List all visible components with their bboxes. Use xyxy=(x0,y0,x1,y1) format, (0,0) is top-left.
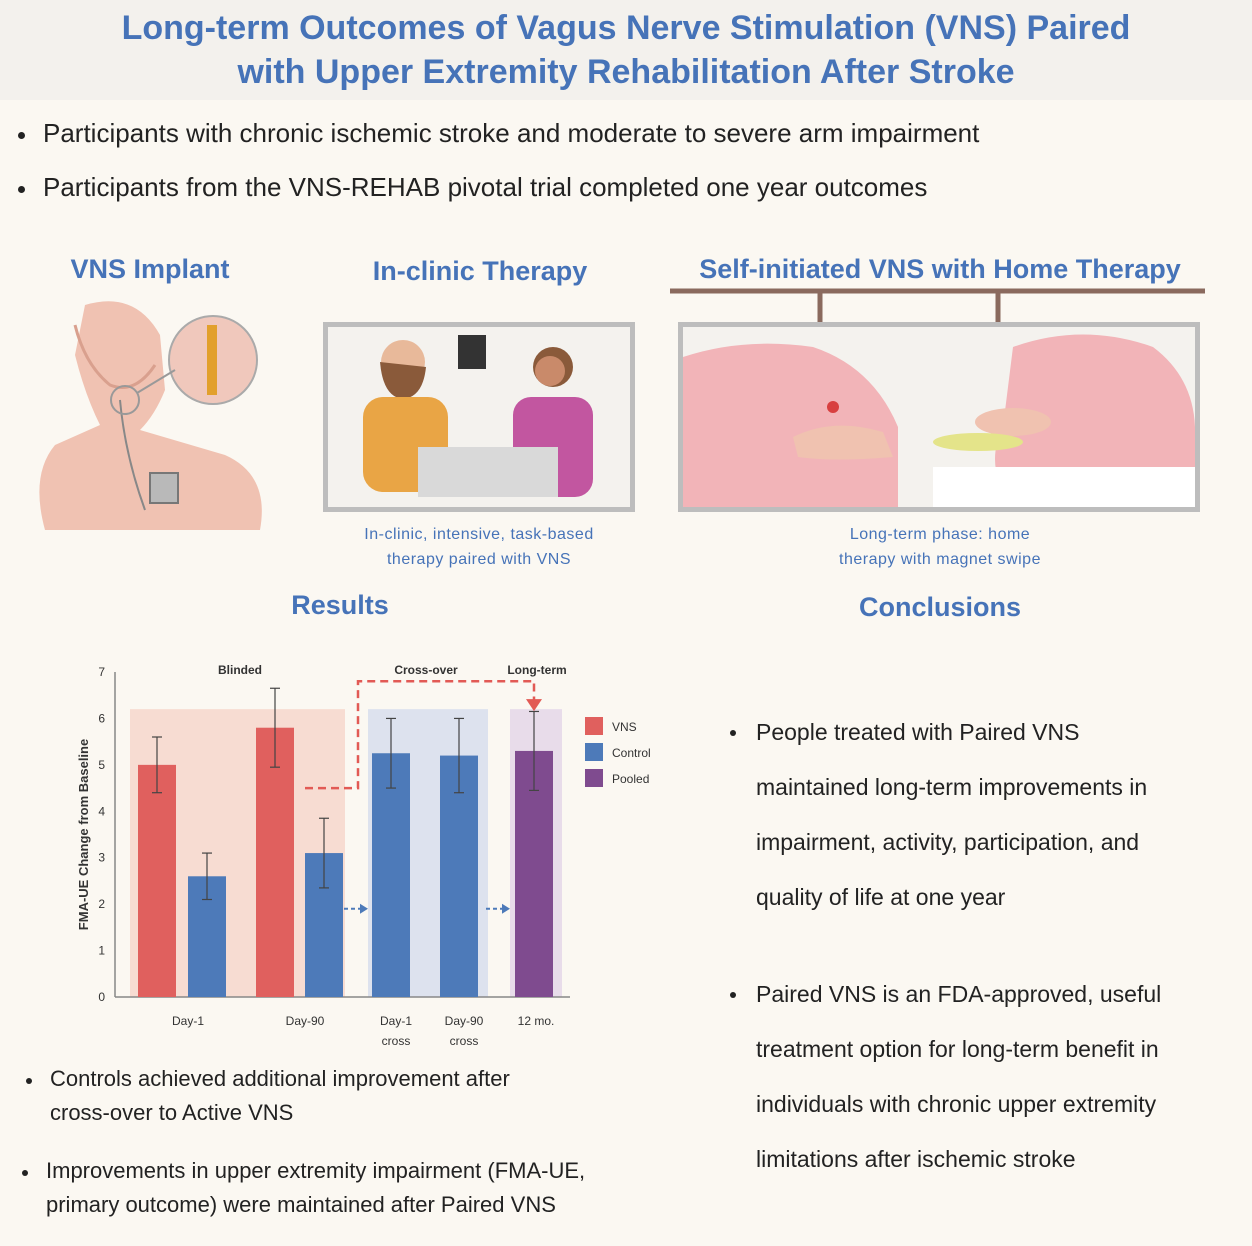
bar xyxy=(256,728,294,997)
legend-label: VNS xyxy=(612,720,637,734)
page-title xyxy=(0,0,1252,94)
results-bullet-2-line-2: primary outcome) were maintained after Paired VNS xyxy=(46,1192,556,1217)
conclusion-2-line-3: individuals with chronic upper extremity xyxy=(756,1091,1157,1117)
heading-results: Results xyxy=(291,590,389,620)
legend-swatch xyxy=(585,769,603,787)
in-clinic-caption-line-2: therapy paired with VNS xyxy=(386,551,572,568)
x-tick-label: 12 mo. xyxy=(517,1014,555,1028)
arrow-right-icon xyxy=(360,904,368,914)
legend-label: Pooled xyxy=(612,772,650,786)
intro-bullet-1-text: Participants with chronic ischemic stroke and moderate to severe arm impairment xyxy=(43,118,980,148)
results-bullet-1-line-1: Controls achieved additional improvement after xyxy=(50,1066,510,1091)
x-tick-label: cross xyxy=(449,1034,479,1048)
vns-implant-illustration xyxy=(25,295,285,535)
legend-swatch xyxy=(585,717,603,735)
results-bullet-1 xyxy=(26,1062,690,1130)
results-bullet-2 xyxy=(22,1154,706,1222)
bullet-icon xyxy=(18,132,25,139)
bullet-icon xyxy=(18,186,25,193)
home-therapy-caption xyxy=(760,522,1120,572)
bullet-icon xyxy=(22,1170,28,1176)
in-clinic-therapy-image xyxy=(323,322,635,512)
home-caption-line-2: therapy with magnet swipe xyxy=(839,551,1041,568)
bar xyxy=(372,753,410,997)
y-tick-label: 5 xyxy=(98,757,105,772)
y-tick-label: 4 xyxy=(98,804,105,819)
heading-in-clinic-therapy: In-clinic Therapy xyxy=(372,256,588,286)
x-tick-label: Day-1 xyxy=(379,1014,413,1028)
in-clinic-caption-line-1: In-clinic, intensive, task-based xyxy=(364,526,594,543)
x-tick-label: Day-1 xyxy=(171,1014,205,1028)
home-therapy-image xyxy=(678,322,1200,512)
bullet-icon xyxy=(730,730,736,736)
conclusion-2-line-1: Paired VNS is an FDA-approved, useful xyxy=(756,981,1162,1007)
y-tick-label: 3 xyxy=(98,850,105,865)
y-tick-label: 0 xyxy=(98,990,105,1004)
arrow-right-icon xyxy=(502,904,510,914)
heading-home-therapy: Self-initiated VNS with Home Therapy xyxy=(699,254,1181,284)
conclusion-1-line-1: People treated with Paired VNS xyxy=(756,719,1080,745)
x-tick-label: Day-90 xyxy=(285,1014,325,1028)
home-caption-line-1: Long-term phase: home xyxy=(849,526,1031,543)
bullet-icon xyxy=(730,992,736,998)
heading-vns-implant: VNS Implant xyxy=(70,254,230,284)
conclusion-2-line-2: treatment option for long-term benefit in xyxy=(756,1036,1159,1062)
title-banner xyxy=(0,0,1252,100)
title-line-1: Long-term Outcomes of Vagus Nerve Stimulation (VNS) Paired xyxy=(121,9,1131,47)
y-axis-label: FMA-UE Change from Baseline xyxy=(76,738,91,931)
intro-bullet-2 xyxy=(18,172,927,203)
home-therapy-illustration xyxy=(683,327,1195,507)
heading-conclusions: Conclusions xyxy=(858,592,1021,622)
phase-label: Blinded xyxy=(218,663,262,677)
conclusion-1 xyxy=(730,705,1252,925)
x-tick-label: Day-90 xyxy=(444,1014,484,1028)
results-bullet-1-line-2: cross-over to Active VNS xyxy=(50,1100,294,1125)
legend-swatch xyxy=(585,743,603,761)
bullet-icon xyxy=(26,1078,32,1084)
in-clinic-caption xyxy=(323,522,635,572)
conclusion-1-line-2: maintained long-term improvements in xyxy=(756,774,1148,800)
bar xyxy=(138,765,176,997)
y-tick-label: 1 xyxy=(98,943,105,958)
conclusion-1-line-3: impairment, activity, participation, and xyxy=(756,829,1140,855)
conclusion-2-line-4: limitations after ischemic stroke xyxy=(756,1146,1076,1172)
intro-bullet-1 xyxy=(18,118,979,149)
in-clinic-therapy-illustration xyxy=(328,327,630,507)
fma-ue-bar-chart xyxy=(70,655,680,1055)
y-tick-label: 2 xyxy=(98,897,105,912)
phase-label: Cross-over xyxy=(394,663,458,677)
y-tick-label: 6 xyxy=(98,711,105,726)
results-bullet-2-line-1: Improvements in upper extremity impairment (FMA-UE, xyxy=(46,1158,586,1183)
intro-bullet-2-text: Participants from the VNS-REHAB pivotal trial completed one year outcomes xyxy=(43,172,928,202)
legend-label: Control xyxy=(612,746,651,760)
y-tick-label: 7 xyxy=(98,665,105,679)
title-line-2: with Upper Extremity Rehabilitation After Stroke xyxy=(237,53,1015,91)
phase-label: Long-term xyxy=(507,663,567,677)
conclusion-2 xyxy=(730,967,1252,1187)
conclusion-1-line-4: quality of life at one year xyxy=(756,884,1006,910)
x-tick-label: cross xyxy=(381,1034,411,1048)
